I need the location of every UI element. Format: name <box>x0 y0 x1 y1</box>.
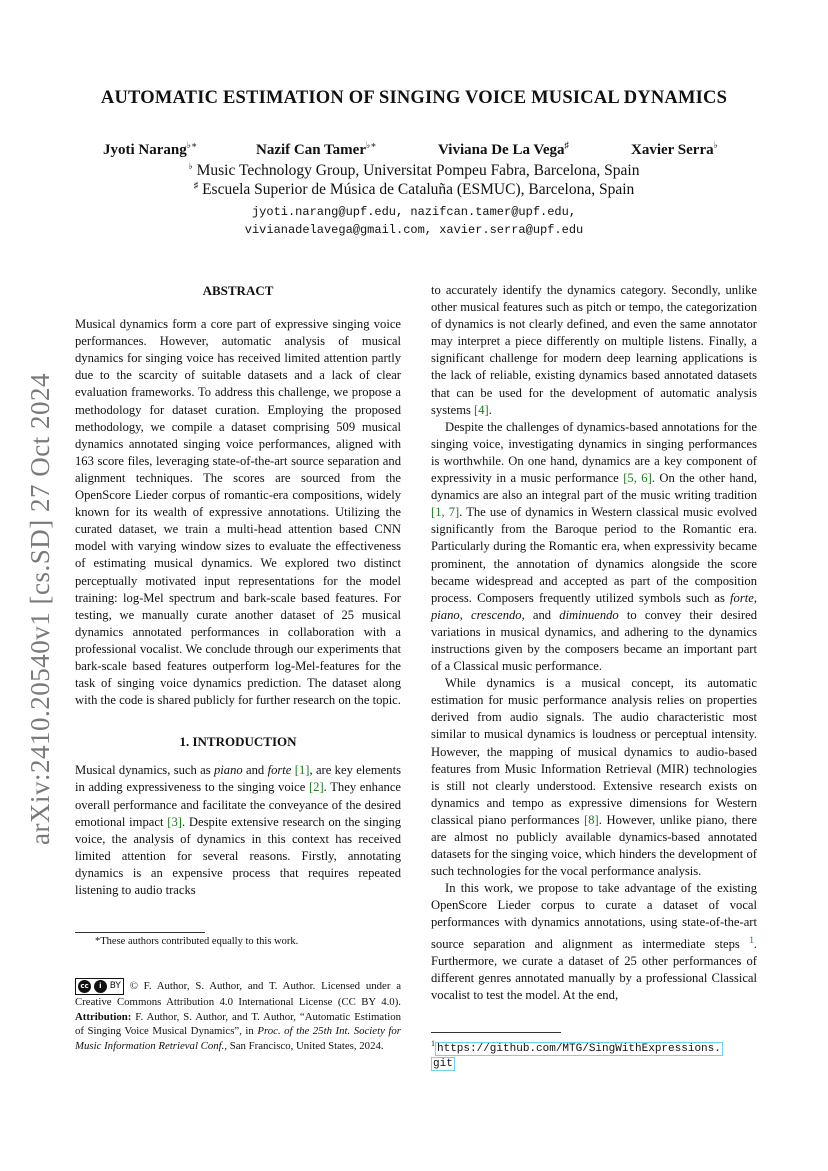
paper-title: AUTOMATIC ESTIMATION OF SINGING VOICE MUSICAL DYNAMICS <box>100 88 728 108</box>
citation-link[interactable]: [1, 7] <box>431 505 460 520</box>
author-4: Xavier Serra♭ <box>631 140 718 158</box>
right-paragraph-2: Despite the challenges of dynamics-based annotations for the singing voice, investigating dynamics in singing performances is worthwhile. On one hand, dynamics are a key component of expressivity in a music performance [5, 6]. On the other hand, dynamics are also an integral part of the music writing tradition [1, 7]. The use of dynamics in Western classical music evolved significantly from the Baroque period to the Romantic era. Particularly during the Romantic era, when expressivity became prominent, the annotation of dynamics alongside the score became widespread and accepted as part of the composition process. Composers frequently utilized symbols such as forte, piano, crescendo, and diminuendo to convey their desired variations in musical dynamics, and adhering to the dynamics instructions given by the composers became an important part of a Classical music performance. <box>431 419 757 674</box>
citation-link[interactable]: [8] <box>584 812 599 827</box>
abstract-heading: ABSTRACT <box>202 283 274 298</box>
intro-paragraph-1: Musical dynamics, such as piano and forte [1], are key elements in adding expressiveness to the singing voice [2]. They enhance overall performance and facilitate the conveyance of the desired emotional impact [3]. Despite extensive research on the singing voice, the analysis of dynamics in this context has received limited attention for several reasons. Firstly, annotating dynamics is an expensive process that requires repeated listening to audio tracks <box>75 763 402 897</box>
footnote-ref[interactable]: 1 <box>749 934 754 945</box>
abstract-text: Musical dynamics form a core part of expressive singing voice performances. However, automatic analysis of musical dynamics for singing voice has received limited attention partly due to the scarcity of suitable datasets and a lack of clear evaluation frameworks. To address this challenge, we propose a methodology for dataset curation. Employing the proposed methodology, we compile a dataset comprising 509 musical dynamics annotated singing voice performances, aligned with 163 score files, leveraging state-of-the-art source separation and alignment techniques. The scores are sourced from the OpenScore Lieder corpus of romantic-era compositions, widely known for its wealth of expressive annotations. Utilizing the curated dataset, we train a multi-head attention based CNN model with varying window sizes to evaluate the effectiveness of estimating musical dynamics. We explored two distinct perceptually motivated input representations for the model training: log-Mel spectrum and bark-scale based features. For testing, we manually curate another dataset of 25 musical dynamics annotated performances in collaboration with a professional vocalist. We conclude through our experiments that bark-scale based features outperform log-Mel-features for the task of singing voice dynamics prediction. The dataset along with the code is shared publicly for further research on the topic. <box>75 317 401 708</box>
citation-link[interactable]: [1] <box>294 763 310 778</box>
citation-link[interactable]: [5, 6] <box>623 471 652 486</box>
right-column <box>431 282 757 1004</box>
introduction-heading: 1. INTRODUCTION <box>179 734 297 750</box>
right-paragraph-4: In this work, we propose to take advantage of the existing OpenScore Lieder corpus to curate a dataset of vocal performances with dynamics annotations, using state-of-the-art source separation and alignment as intermediate steps $^1$. Furthermore, we curate a dataset of 25 other performances of different genres annotated manually by a professional Classical vocalist to test the model. At the end, <box>431 881 757 1003</box>
author-2: Nazif Can Tamer♭∗ <box>256 140 377 158</box>
citation-link[interactable]: [3] <box>167 814 182 829</box>
github-url-link[interactable]: https://github.com/MTG/SingWithExpressions. <box>437 1042 721 1055</box>
arxiv-identifier: arXiv:2410.20540v1 [cs.SD] 27 Oct 2024 <box>25 373 55 845</box>
email-line-1: jyoti.narang@upf.edu, nazifcan.tamer@upf.edu, <box>251 205 577 219</box>
left-column <box>75 282 401 899</box>
author-3: Viviana De La Vega♯ <box>438 140 570 158</box>
github-url-link-cont[interactable]: git <box>433 1058 453 1071</box>
affiliation-1: ♭ Music Technology Group, Universitat Pompeu Fabra, Barcelona, Spain <box>188 161 640 180</box>
affiliation-2: ♯ Escuela Superior de Música de Cataluña (ESMUC), Barcelona, Spain <box>193 180 635 199</box>
email-line-2: vivianadelavega@gmail.com, xavier.serra@upf.edu <box>244 223 584 237</box>
citation-link[interactable]: [4] <box>474 402 489 417</box>
cc-by-license-icon: cc i BY <box>75 978 124 995</box>
url-footnote: $^1$ https://github.com/MTG/SingWithExpressions. git <box>431 1039 721 1071</box>
author-1: Jyoti Narang♭∗ <box>103 140 198 158</box>
right-paragraph-3: While dynamics is a musical concept, its automatic estimation for music performance analysis relies on properties derived from audio signals. The audio characteristic most similar to musical dynamics is loudness or perceptual intensity. However, the mapping of musical dynamics to audio-based features from Music Information Retrieval (MIR) technologies is still not clearly understood. Extensive research exists on dynamics and tempo as expressive dimensions for Western classical piano performances [8]. However, unlike piano, there are almost no publicly available dynamics-based annotated datasets for the singing voice, which hinders the development of such technologies for the vocal performance analysis. <box>431 676 757 879</box>
license-block: cc i BY © F. Author, S. Author, and T. Author. Licensed under a Creative Commons Attribution 4.0 International License (CC BY 4.0). Attribution: F. Author, S. Author, and T. Author, “Automatic Estimation of Singing Voice Musical Dynamics”, in Proc. of the 25th Int. Society for Music Information Retrieval Conf., San Francisco, United States, 2024. <box>75 979 402 1052</box>
right-paragraph-1: to accurately identify the dynamics category. Secondly, unlike other musical features such as pitch or tempo, the categorization of dynamics is not clearly defined, and even the same annotator may interpret a piece differently on multiple listens. Finally, a significant challenge for modern deep learning applications is the lack of reliable, existing dynamics based annotated datasets that can be used for the development of automatic analysis systems [4]. <box>431 283 757 417</box>
footnote-rule-right <box>431 1032 561 1033</box>
footnote-rule <box>75 932 205 933</box>
equal-contribution-footnote: *These authors contributed equally to this work. <box>95 936 299 947</box>
citation-link[interactable]: [2] <box>308 780 324 795</box>
